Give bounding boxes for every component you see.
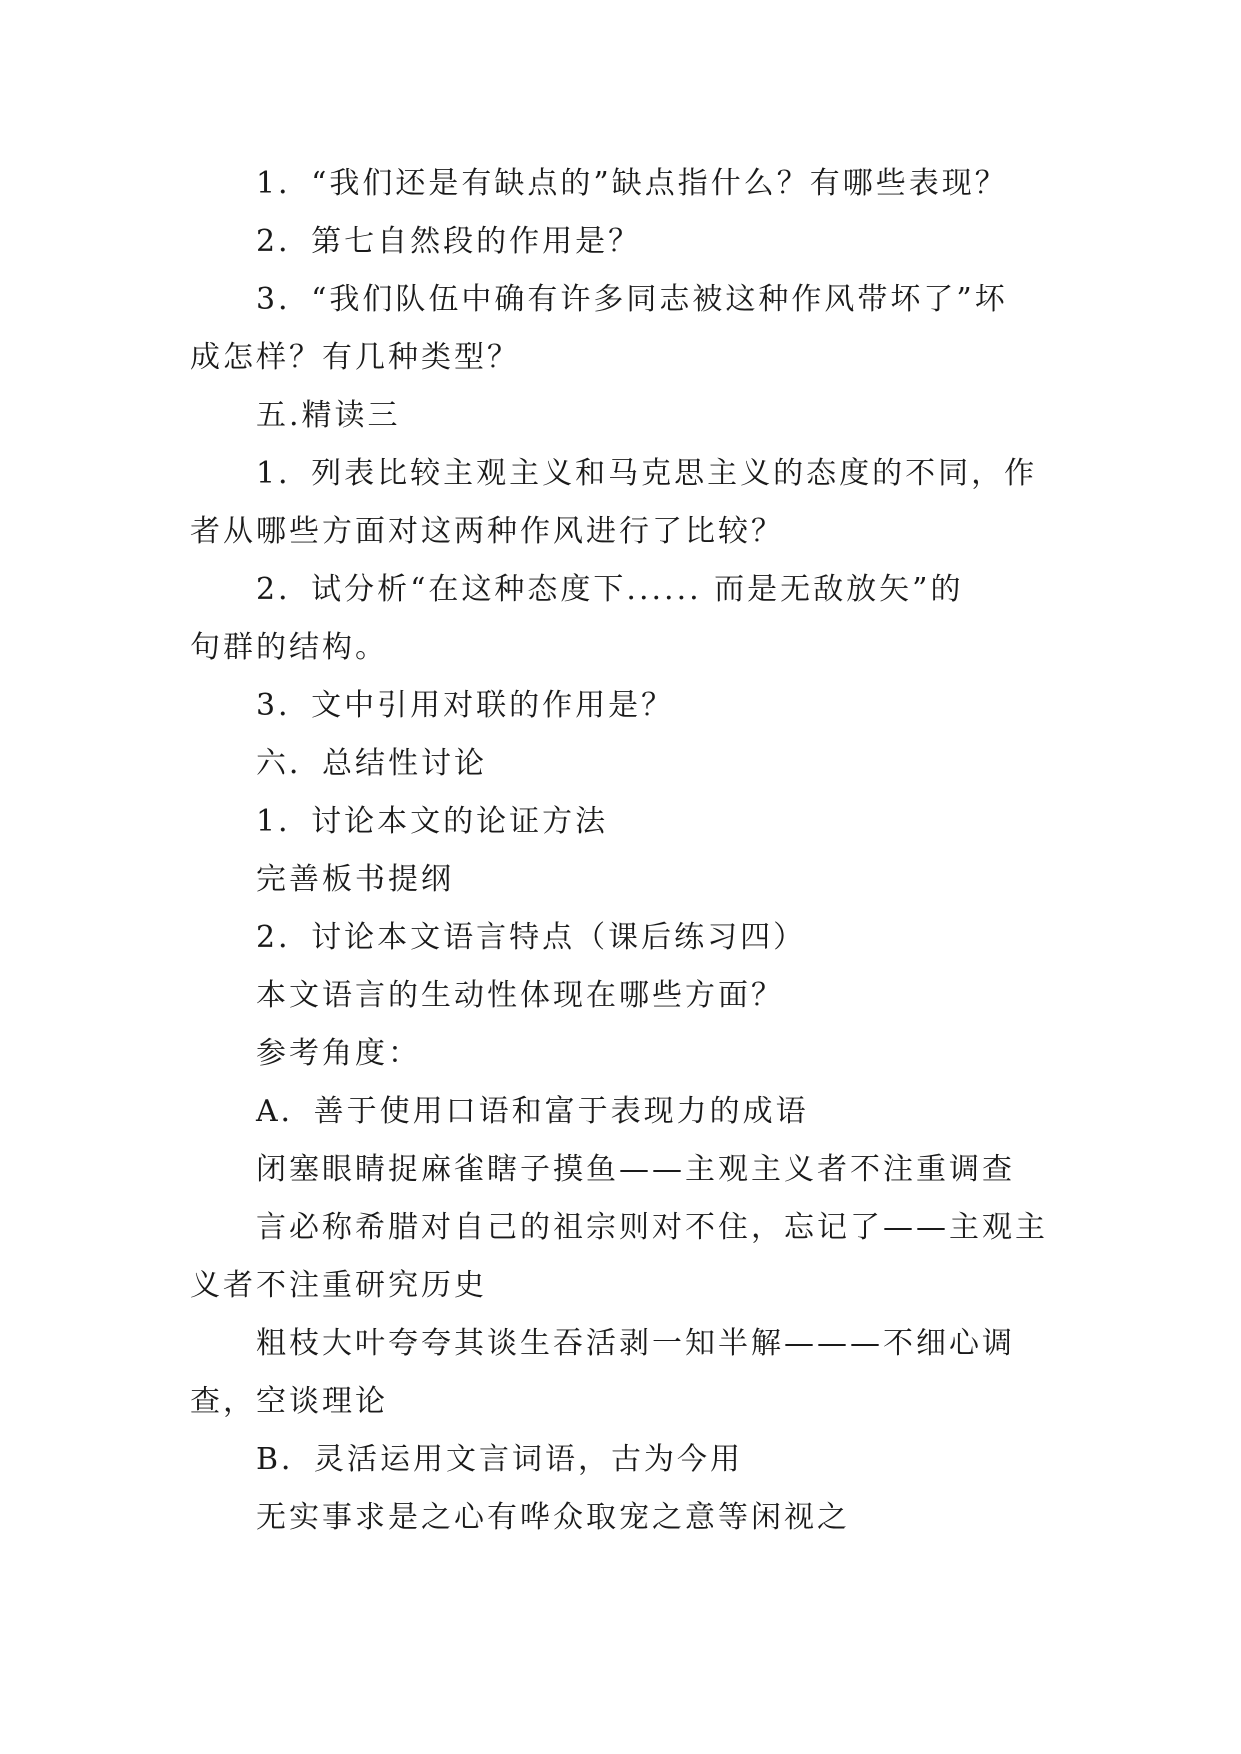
text-continuation: 查，空谈理论 <box>190 1384 388 1419</box>
question-line: 1．列表比较主观主义和马克思主义的态度的不同，作 <box>256 456 1038 491</box>
question-line: 2．试分析“在这种态度下...... 而是无敌放矢”的 <box>256 572 964 607</box>
subheading-line: A．善于使用口语和富于表现力的成语 <box>256 1094 809 1129</box>
text-line: 完善板书提纲 <box>256 862 454 897</box>
question-line: 2．讨论本文语言特点（课后练习四） <box>256 920 807 955</box>
question-line: 1．讨论本文的论证方法 <box>256 804 609 839</box>
text-line: 无实事求是之心有哗众取宠之意等闲视之 <box>256 1500 850 1535</box>
text-line: 闭塞眼睛捉麻雀瞎子摸鱼——主观主义者不注重调查 <box>256 1152 1015 1187</box>
text-line: 言必称希腊对自己的祖宗则对不住，忘记了——主观主 <box>256 1210 1048 1245</box>
question-line: 2．第七自然段的作用是？ <box>256 224 642 259</box>
question-line: 1．“我们还是有缺点的”缺点指什么？有哪些表现？ <box>256 166 1008 201</box>
question-continuation: 成怎样？有几种类型？ <box>190 340 520 375</box>
text-line: 本文语言的生动性体现在哪些方面？ <box>256 978 784 1013</box>
text-line: 参考角度： <box>256 1036 421 1071</box>
section-heading: 五.精读三 <box>256 398 401 433</box>
question-line: 3．文中引用对联的作用是？ <box>256 688 675 723</box>
section-heading: 六．总结性讨论 <box>256 746 487 781</box>
text-line: 粗枝大叶夸夸其谈生吞活剥一知半解———不细心调 <box>256 1326 1015 1361</box>
question-continuation: 句群的结构。 <box>190 630 388 665</box>
text-continuation: 义者不注重研究历史 <box>190 1268 487 1303</box>
question-line: 3．“我们队伍中确有许多同志被这种作风带坏了”坏 <box>256 282 1008 317</box>
subheading-line: B．灵活运用文言词语，古为今用 <box>256 1442 744 1477</box>
question-continuation: 者从哪些方面对这两种作风进行了比较？ <box>190 514 784 549</box>
